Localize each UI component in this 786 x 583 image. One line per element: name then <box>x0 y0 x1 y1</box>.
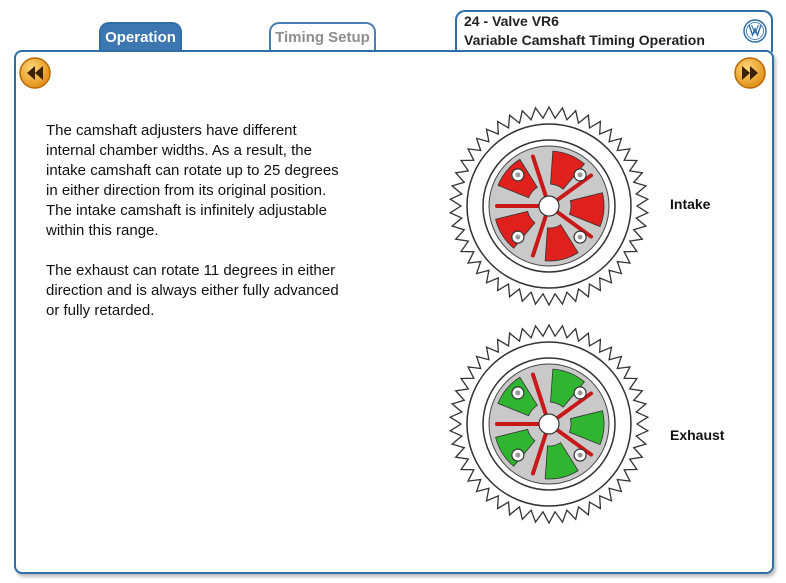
tab-operation[interactable] <box>99 22 182 50</box>
intake-label: Intake <box>670 196 711 212</box>
description-paragraph-exhaust: The exhaust can rotate 11 degrees in either direction and is always either fully advanced or fully retarded. <box>46 262 339 319</box>
housing-bolt-center <box>578 235 583 240</box>
header-title-line1: 24 - Valve VR6 <box>464 13 559 29</box>
center-hub <box>539 196 559 216</box>
vw-logo-icon <box>743 19 767 43</box>
intake-camshaft-adjuster-diagram <box>447 104 651 308</box>
center-hub <box>539 414 559 434</box>
header-title-line2: Variable Camshaft Timing Operation <box>464 32 705 48</box>
description-paragraph-intake: The camshaft adjusters have different internal chamber widths. As a result, the intake camshaft can rotate up to 25 degrees in either direction from its original position. The intake camshaft is infinitely adjustable within this range. <box>46 122 339 239</box>
tab-timing-setup-label: Timing Setup <box>275 28 370 46</box>
housing-bolt-center <box>515 390 520 395</box>
housing-bolt-center <box>515 453 520 458</box>
housing-bolt-center <box>578 172 583 177</box>
exhaust-label: Exhaust <box>670 427 725 443</box>
header-title-box <box>455 10 773 52</box>
rewind-icon[interactable] <box>18 56 52 90</box>
tab-operation-label: Operation <box>105 28 176 46</box>
fast-forward-icon[interactable] <box>733 56 767 90</box>
housing-bolt-center <box>515 172 520 177</box>
exhaust-camshaft-adjuster-diagram <box>447 322 651 526</box>
housing-bolt-center <box>515 235 520 240</box>
housing-bolt-center <box>578 390 583 395</box>
tab-timing-setup[interactable] <box>269 22 376 50</box>
housing-bolt-center <box>578 453 583 458</box>
